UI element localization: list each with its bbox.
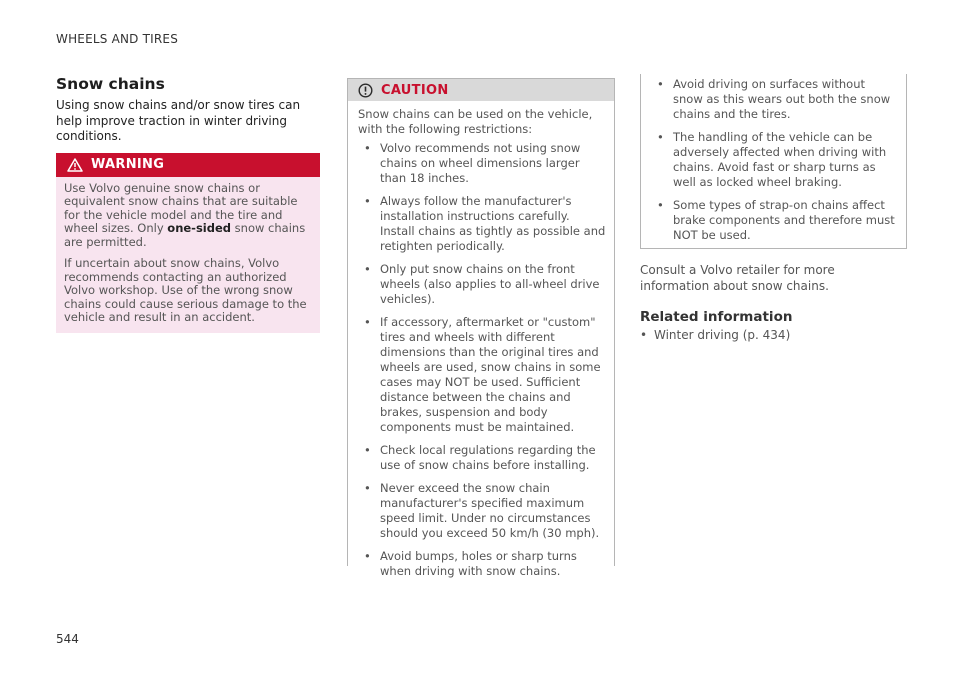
warning-header [56, 153, 320, 177]
warning-paragraph-1 [64, 182, 312, 250]
warning-bold-text: one-sided [167, 221, 232, 235]
caution-list [358, 141, 606, 579]
warning-text: Use Volvo genuine snow chains or equivalent snow chains that are suitable for the vehicle model and the tire and wheel sizes. Only [64, 180, 298, 235]
caution-box-continued [640, 74, 907, 249]
consult-paragraph: Consult a Volvo retailer for more information about snow chains. [640, 263, 835, 293]
caution-header [348, 78, 614, 101]
list-item: • Never exceed the snow chain manufacturer's specified maximum speed limit. Under no circumstances should you exceed 50 km/h (30 mph). [358, 481, 606, 541]
consult-section [640, 263, 905, 343]
intro-paragraph: Using snow chains and/or snow tires can help improve traction in winter driving conditions. [56, 98, 301, 143]
list-item: • Avoid driving on surfaces without snow as this wears out both the snow chains and the tires. [651, 77, 898, 122]
warning-body [56, 177, 320, 333]
caution-continued-list [651, 77, 898, 243]
related-info-list [640, 328, 905, 344]
warning-triangle-icon [67, 158, 83, 172]
list-item: • Only put snow chains on the front wheels (also applies to all-wheel drive vehicles). [358, 262, 606, 307]
running-header: WHEELS AND TIRES [56, 32, 179, 46]
list-item: • Volvo recommends not using snow chains on wheel dimensions larger than 18 inches. [358, 141, 606, 186]
related-info-title: Related information [640, 309, 793, 325]
warning-box [56, 153, 320, 333]
exclamation-circle-icon [358, 83, 373, 98]
caution-continued-body [641, 74, 906, 243]
list-item: • Avoid bumps, holes or sharp turns when driving with snow chains. [358, 549, 606, 579]
warning-label: WARNING [91, 157, 165, 172]
list-item: • Always follow the manufacturer's installation instructions carefully. Install chains as tightly as possible and retighten periodically. [358, 194, 606, 254]
page-number: 544 [56, 632, 79, 646]
caution-body [348, 101, 614, 579]
section-title: Snow chains [56, 75, 165, 93]
caution-intro: Snow chains can be used on the vehicle, with the following restrictions: [358, 107, 593, 136]
list-item: • Check local regulations regarding the use of snow chains before installing. [358, 443, 606, 473]
caution-box [347, 78, 615, 578]
list-item: • If accessory, aftermarket or "custom" tires and wheels with different dimensions than the original tires and wheels are used, snow chains in some cases may NOT be used. Sufficient distance between the chains and brakes, suspension and body components must be maintained. [358, 315, 606, 435]
caution-label: CAUTION [381, 82, 449, 98]
warning-text: snow chains are permitted. [64, 221, 306, 249]
warning-paragraph-2: If uncertain about snow chains, Volvo recommends contacting an authorized Volvo workshop. Use of the wrong snow chains could cause serious damage to the vehicle and result in an accident. [64, 256, 307, 324]
list-item: • Some types of strap-on chains affect brake components and therefore must NOT be used. [651, 198, 898, 243]
snow-chains-section [56, 74, 320, 333]
list-item: • The handling of the vehicle can be adversely affected when driving with chains. Avoid fast or sharp turns as well as locked wheel braking. [651, 130, 898, 190]
related-link-winter-driving[interactable]: • Winter driving (p. 434) [640, 328, 905, 344]
